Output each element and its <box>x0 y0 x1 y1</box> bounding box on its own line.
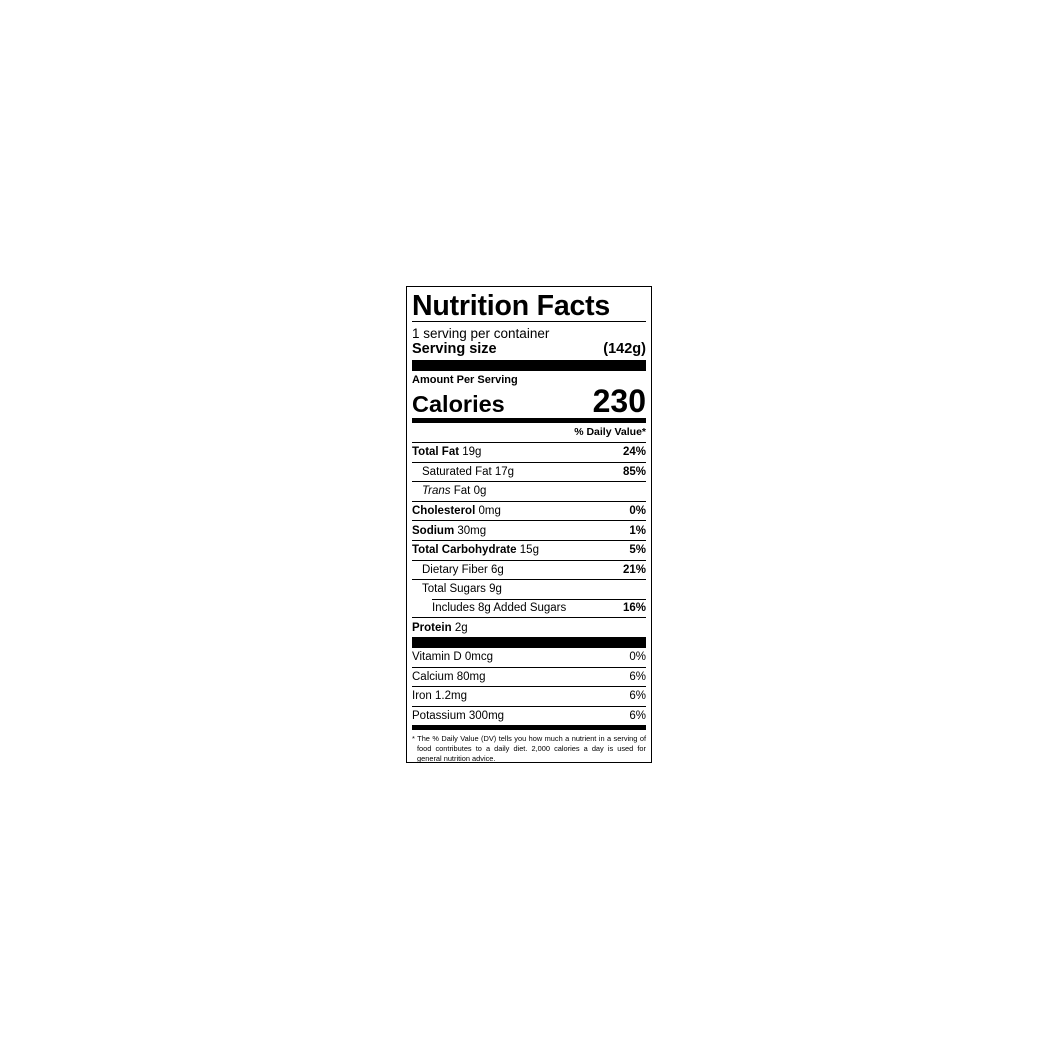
nutrient-name: Cholesterol <box>412 505 476 518</box>
nutrient-amount: 6g <box>491 563 504 576</box>
nutrient-amount: 15g <box>519 544 539 557</box>
nutrient-dv: 85% <box>622 465 646 478</box>
vitamin-amount: 1.2mg <box>435 690 467 703</box>
serving-size-row <box>412 341 646 357</box>
nutrition-facts-label <box>406 286 652 763</box>
amount-per-serving: Amount Per Serving <box>412 374 518 386</box>
nutrient-row-added-sugars <box>412 599 646 618</box>
nutrient-dv: 24% <box>622 446 646 459</box>
nutrient-name: Dietary Fiber <box>422 563 488 576</box>
nutrient-row-protein <box>412 617 646 637</box>
nutrient-amount: 17g <box>494 465 515 478</box>
label-title: Nutrition Facts <box>412 290 611 322</box>
nutrient-dv: 21% <box>622 563 646 576</box>
daily-value-header: % Daily Value* <box>574 426 646 438</box>
calories-label: Calories <box>412 391 505 417</box>
vitamin-dv: 6% <box>629 690 646 703</box>
vitamin-amount: 80mg <box>456 670 486 683</box>
vitamin-amount: 300mg <box>468 710 505 723</box>
footnote: * The % Daily Value (DV) tells you how much a nutrient in a serving of food contributes to a daily diet. 2,000 calories a day is used for general nutrition advice. <box>412 734 646 764</box>
nutrient-row-total-fat <box>412 442 646 462</box>
nutrient-amount: 19g <box>462 446 482 459</box>
nutrient-amount: 0g <box>473 485 487 498</box>
nutrient-name: Trans <box>422 485 451 498</box>
nutrient-dv: 1% <box>629 524 646 537</box>
nutrient-row-cholesterol <box>412 501 646 521</box>
nutrient-dv: 0% <box>629 505 646 518</box>
nutrient-amount: 2g <box>454 621 468 634</box>
nutrient-amount: 30mg <box>457 524 487 537</box>
nutrient-name: Protein <box>412 621 452 634</box>
nutrient-amount: 9g <box>489 583 502 596</box>
vitamin-row-iron <box>412 686 646 706</box>
nutrient-row-total-sugars <box>412 579 646 599</box>
vitamin-name: Iron <box>412 690 432 703</box>
nutrient-name: Includes 8g Added Sugars <box>432 602 567 615</box>
vitamin-row-potassium <box>412 706 646 726</box>
nutrient-name: Total Carbohydrate <box>412 544 517 557</box>
nutrient-name: Saturated Fat <box>422 465 492 478</box>
calories-value: 230 <box>592 383 646 419</box>
thick-divider <box>412 360 646 371</box>
nutrient-row-saturated-fat <box>412 462 646 482</box>
nutrient-row-dietary-fiber <box>412 560 646 580</box>
nutrient-name: Total Sugars <box>422 583 486 596</box>
thick-divider <box>412 637 646 648</box>
nutrient-dv: 16% <box>622 602 646 615</box>
vitamin-dv: 6% <box>629 710 646 723</box>
vitamin-amount: 0mcg <box>464 651 493 664</box>
vitamin-name: Vitamin D <box>412 651 462 664</box>
serving-size-label: Serving size <box>412 341 497 357</box>
vitamin-dv: 6% <box>629 670 646 683</box>
servings-per-container: 1 serving per container <box>412 326 550 341</box>
nutrient-row-sodium <box>412 520 646 540</box>
nutrient-name: Sodium <box>412 524 455 537</box>
vitamin-name: Potassium <box>412 710 466 723</box>
calories-row <box>412 383 646 419</box>
nutrient-name: Total Fat <box>412 446 460 459</box>
nutrient-amount: 0mg <box>478 505 501 518</box>
serving-size-value: (142g) <box>603 341 646 357</box>
vitamin-name: Calcium <box>412 670 454 683</box>
vitamin-dv: 0% <box>629 651 646 664</box>
vitamin-row-calcium <box>412 667 646 687</box>
nutrient-row-total-carbohydrate <box>412 540 646 560</box>
vitamin-row-vitamin-d <box>412 648 646 667</box>
medium-divider <box>412 725 646 730</box>
nutrient-dv: 5% <box>629 544 646 557</box>
nutrient-row-trans-fat <box>412 481 646 501</box>
nutrient-name-suffix: Fat <box>453 485 471 498</box>
